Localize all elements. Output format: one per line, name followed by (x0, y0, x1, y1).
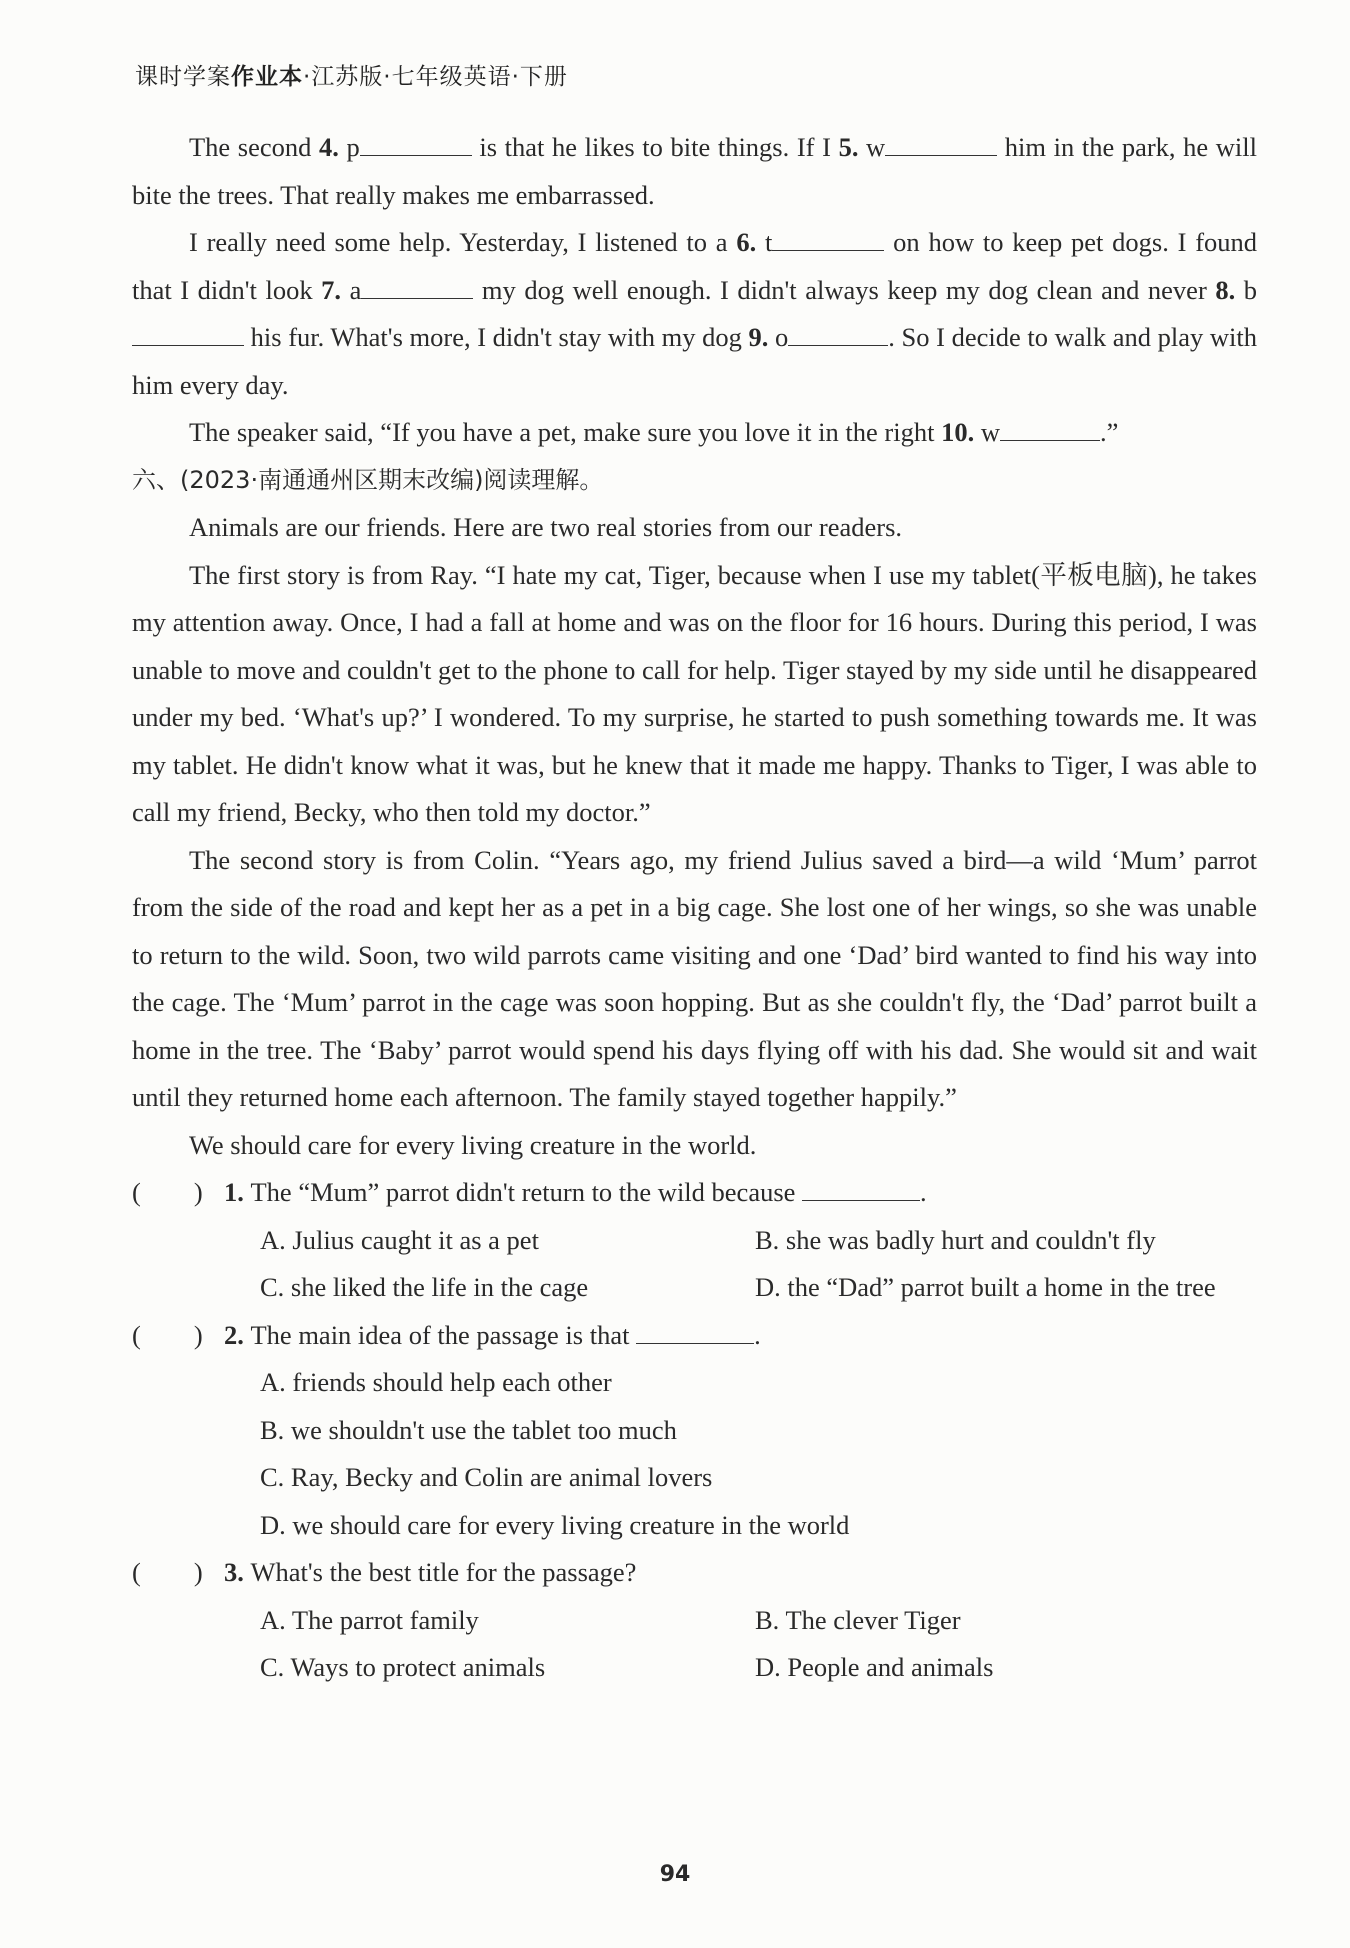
section-title: 六、(2023·南通通州区期末改编)阅读理解。 (132, 465, 604, 494)
text-segment: him in the park, he will bite the trees. That really makes me embarrassed. (132, 132, 1258, 210)
blank-number: 9. (748, 322, 769, 352)
answer-blank-7[interactable] (361, 276, 473, 299)
blank-number: 8. (1215, 274, 1236, 305)
blank-hint: p (346, 132, 360, 162)
question-blank (802, 1178, 920, 1201)
option-c[interactable]: C. Ways to protect animals (260, 1652, 546, 1682)
blank-number: 5. (838, 132, 859, 162)
cloze-paragraph-3 (132, 409, 1257, 457)
option-c[interactable]: C. Ray, Becky and Colin are animal lovers (260, 1462, 713, 1492)
question-stem: What's the best title for the passage? (250, 1557, 637, 1587)
question-1 (132, 1169, 1257, 1217)
cloze-paragraph-2 (132, 219, 1257, 409)
option-d[interactable]: D. the “Dad” parrot built a home in the tree (755, 1272, 1216, 1302)
text-segment: his fur. What's more, I didn't stay with my dog (250, 322, 742, 352)
options-row (132, 1597, 1257, 1645)
answer-blank-9[interactable] (788, 323, 888, 346)
question-number: 2. (224, 1319, 244, 1350)
answer-blank-10[interactable] (1000, 418, 1100, 441)
answer-blank-8[interactable] (132, 323, 244, 346)
text-segment: my dog well enough. I didn't always keep my dog clean and never (481, 274, 1207, 305)
question-number: 1. (224, 1177, 244, 1207)
page-header (135, 58, 568, 91)
answer-blank-4[interactable] (360, 133, 472, 156)
option-a[interactable]: A. The parrot family (260, 1604, 479, 1635)
header-bold: 作业本 (231, 64, 303, 90)
option-b[interactable]: B. she was badly hurt and couldn't fly (755, 1224, 1156, 1255)
question-stem: The main idea of the passage is that (250, 1319, 630, 1350)
options-row (132, 1644, 1257, 1692)
option-d[interactable]: D. People and animals (755, 1652, 994, 1682)
blank-hint: o (775, 322, 789, 352)
header-suffix: ·江苏版·七年级英语·下册 (303, 64, 568, 90)
page-number: 94 (659, 1862, 691, 1887)
text-segment: The second (189, 132, 312, 162)
question-2 (132, 1312, 1257, 1360)
blank-hint: a (349, 274, 362, 305)
question-number: 3. (224, 1557, 244, 1587)
option-a[interactable]: A. friends should help each other (260, 1367, 612, 1397)
question-end: . (920, 1177, 927, 1207)
options-row (132, 1217, 1257, 1265)
text-segment: is that he likes to bite things. If I (479, 132, 831, 162)
page-content (132, 124, 1257, 1692)
text-segment: The speaker said, “If you have a pet, make sure you love it in the right (189, 417, 935, 447)
question-3 (132, 1549, 1257, 1597)
blank-hint: b (1243, 274, 1258, 305)
passage-ending: We should care for every living creature in the world. (189, 1129, 757, 1160)
passage-story-2: The second story is from Colin. “Years ago, my friend Julius saved a bird—a wild ‘Mum’ parrot from the side of the road and kept her as a pet in a big cage. She lost one of her wings, so she was unable to return to the wild. Soon, two wild parrots came visiting and one ‘Dad’ bird wanted to find his way into the cage. The ‘Mum’ parrot in the cage was soon hopping. But as she couldn't fly, the ‘Dad’ parrot built a home in the tree. The ‘Baby’ parrot would spend his days flying off with his dad. She would sit and wait until they returned home each afternoon. The family stayed together happily.” (132, 844, 1257, 1112)
blank-number: 4. (319, 132, 339, 162)
answer-bracket[interactable]: ( ) (132, 1319, 203, 1350)
option-d[interactable]: D. we should care for every living creature in the world (260, 1509, 850, 1540)
option-a[interactable]: A. Julius caught it as a pet (260, 1224, 539, 1255)
text-segment: I really need some help. Yesterday, I listened to a (189, 227, 728, 257)
blank-hint: w (866, 132, 886, 162)
answer-blank-5[interactable] (885, 133, 997, 156)
text-segment: . So I decide to walk and play with him every day. (132, 322, 1258, 400)
answer-bracket[interactable]: ( ) (132, 1177, 203, 1207)
cloze-paragraph-1 (132, 124, 1257, 219)
option-b[interactable]: B. we shouldn't use the tablet too much (260, 1414, 677, 1445)
header-prefix: 课时学案 (135, 64, 231, 90)
option-c[interactable]: C. she liked the life in the cage (260, 1272, 589, 1302)
option-b[interactable]: B. The clever Tiger (755, 1604, 961, 1635)
blank-number: 6. (736, 227, 757, 257)
passage-story-1: The first story is from Ray. “I hate my cat, Tiger, because when I use my tablet(平板电脑), he takes my attention away. Once, I had a fall at home and was on the floor for 16 hours. During this period, I was unable to move and couldn't get to the phone to call for help. Tiger stayed by my side until he disappeared under my bed. ‘What's up?’ I wondered. To my surprise, he started to push something towards me. It was my tablet. He didn't know what it was, but he knew that it made me happy. Thanks to Tiger, I was able to call my friend, Becky, who then told my doctor.” (132, 559, 1257, 827)
blank-number: 10. (941, 417, 975, 447)
options-row (132, 1264, 1257, 1312)
blank-number: 7. (321, 274, 342, 305)
question-end: . (754, 1319, 761, 1350)
passage-intro: Animals are our friends. Here are two real stories from our readers. (189, 512, 903, 542)
question-stem: The “Mum” parrot didn't return to the wild because (250, 1177, 796, 1207)
blank-hint: w (980, 417, 1000, 447)
text-segment: on how to keep pet dogs. I found that I didn't look (132, 227, 1258, 305)
text-segment: .” (1099, 417, 1119, 447)
question-blank (636, 1321, 754, 1344)
answer-blank-6[interactable] (772, 228, 884, 251)
blank-hint: t (765, 227, 773, 257)
answer-bracket[interactable]: ( ) (132, 1557, 203, 1587)
